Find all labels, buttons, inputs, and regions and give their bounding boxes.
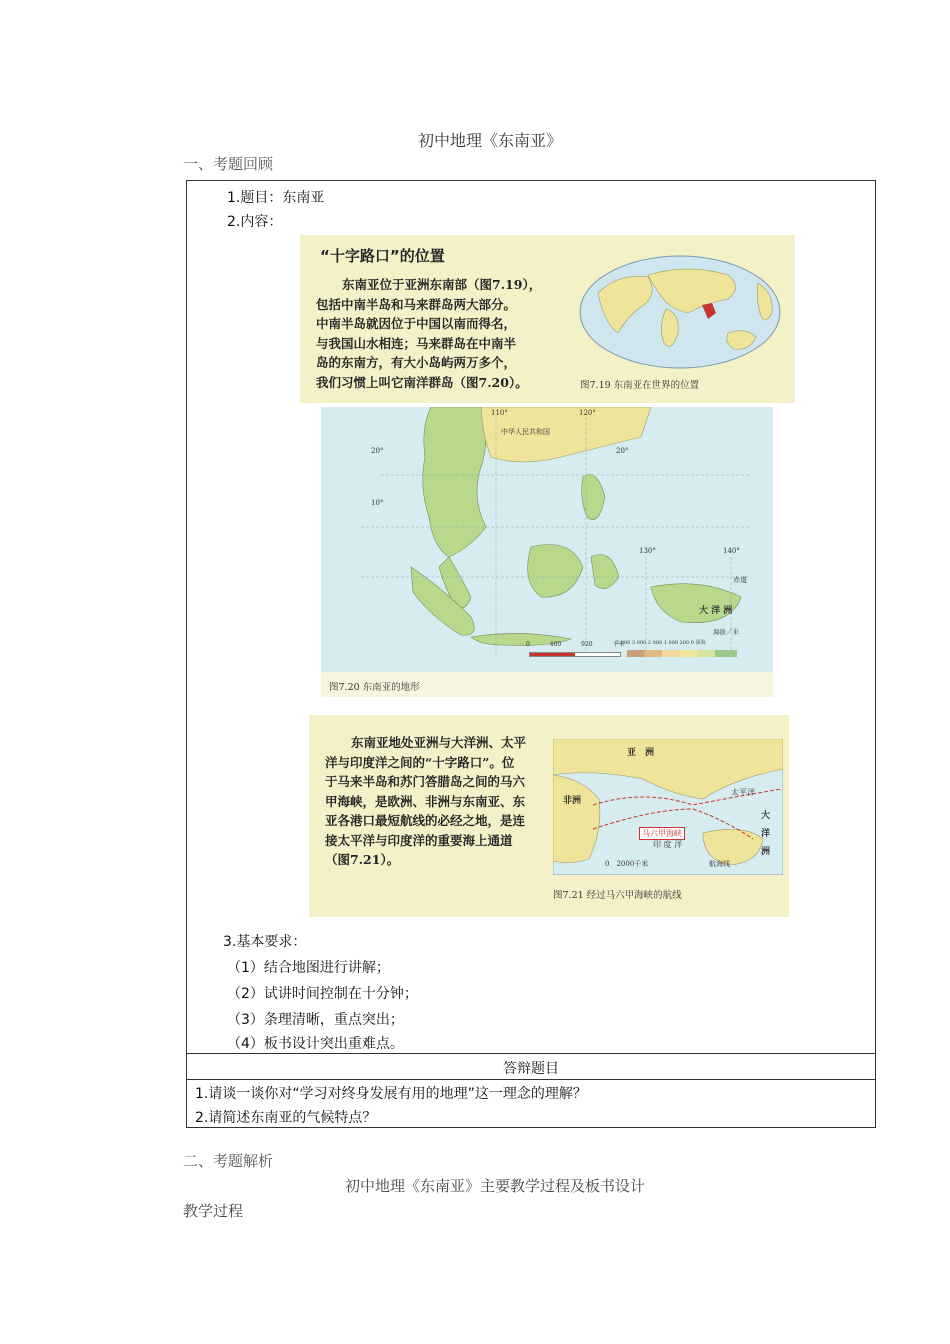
terrain-map-panel [321, 407, 773, 697]
sea-route-map-figure [553, 739, 783, 875]
panel3-line: 接太平洋与印度洋的重要海上通道 [325, 832, 513, 848]
panel1-line: 包括中南半岛和马来群岛两大部分。 [316, 296, 517, 312]
requirement-item: （2）试讲时间控制在十分钟； [227, 986, 418, 1002]
route-label-malacca-strait: 马六甲海峡 [639, 827, 685, 840]
map-label-lat20-east: 20° [616, 447, 629, 455]
panel3-line: 亚各港口最短航线的必经之地，是连 [325, 813, 526, 828]
requirement-item: （3）条理清晰，重点突出； [227, 1012, 404, 1028]
panel3-line: 于马来半岛和苏门答腊岛之间的马六 [325, 774, 526, 789]
map-scale-bar [529, 652, 621, 657]
map-label-lon120: 120° [579, 409, 596, 417]
panel3-line: 东南亚地处亚洲与大洋洲、太平 [351, 735, 527, 750]
question-table [186, 180, 876, 1128]
panel1-line: 东南亚位于亚洲东南部（图7.19）， [342, 277, 542, 292]
figure-719-caption: 图7.19 东南亚在世界的位置 [580, 380, 700, 391]
world-map-figure [578, 253, 783, 371]
route-label-indian-ocean: 印 度 洋 [653, 840, 683, 849]
section-heading-analysis: 二、考题解析 [183, 1152, 274, 1170]
panel3-paragraph [325, 733, 526, 870]
map-elevation-label: 海拔／米 [713, 628, 739, 636]
panel1-line: 中南半岛就因位于中国以南而得名， [316, 316, 517, 331]
map-label-lon110: 110° [491, 409, 508, 417]
analysis-subtitle: 初中地理《东南亚》主要教学过程及板书设计 [344, 1177, 645, 1195]
defense-header: 答辩题目 [503, 1061, 559, 1077]
panel1-line: 我们习惯上叫它南洋群岛（图7.20）。 [316, 374, 528, 390]
panel3-line: 甲海峡，是欧洲、非洲与东南亚、东 [325, 793, 526, 809]
scale-400: 400 [549, 641, 562, 648]
map-label-lat10: 10° [371, 499, 384, 507]
panel1-paragraph [316, 275, 541, 392]
scale-920: 920 千米 [581, 641, 625, 648]
table-divider [187, 1053, 875, 1054]
document-title: 初中地理《东南亚》 [417, 131, 562, 150]
defense-question: 1.请谈一谈你对“学习对终身发展有用的地理”这一理念的理解？ [195, 1086, 587, 1102]
topic-line: 1.题目：东南亚 [227, 190, 325, 206]
textbook-panel-crossroads [309, 715, 789, 917]
route-label-africa: 非洲 [563, 796, 582, 806]
panel3-line: （图7.21）。 [325, 852, 400, 867]
scale-0: 0 [526, 641, 530, 648]
route-scale-label: 0 2000千米 [605, 860, 649, 868]
map-label-equator: 赤道 [733, 576, 747, 584]
route-label-pacific: 太平洋 [731, 788, 755, 797]
panel3-line: 洋与印度洋之间的“十字路口”。位 [325, 754, 515, 770]
requirements-label: 3.基本要求： [223, 934, 307, 950]
map-label-lon130: 130° [639, 547, 656, 555]
textbook-panel-location [300, 235, 795, 403]
panel1-line: 岛的东南方，有大小岛屿两万多个， [316, 355, 517, 370]
map-scale-labels [526, 639, 625, 648]
defense-question: 2.请简述东南亚的气候特点？ [195, 1110, 377, 1126]
requirement-item: （4）板书设计突出重难点。 [227, 1036, 404, 1052]
route-legend-label: 航海线 [709, 860, 730, 868]
route-label-oceania: 大 洋 洲 [761, 811, 771, 857]
requirement-item: （1）结合地图进行讲解； [227, 960, 390, 976]
route-label-asia: 亚 洲 [627, 748, 655, 758]
figure-720-caption: 图7.20 东南亚的地形 [329, 682, 420, 693]
map-label-oceania: 大 洋 洲 [699, 606, 733, 616]
map-elevation-legend [627, 650, 737, 657]
content-label: 2.内容： [227, 214, 283, 230]
teaching-process-label: 教学过程 [183, 1202, 244, 1220]
figure-721-caption: 图7.21 经过马六甲海峡的航线 [553, 890, 682, 901]
map-label-lon140: 140° [723, 547, 740, 555]
section-heading-review: 一、考题回顾 [183, 155, 274, 173]
panel1-line: 与我国山水相连；马来群岛在中南半 [316, 335, 517, 351]
terrain-map-figure [321, 407, 773, 672]
map-label-lat20: 20° [371, 447, 384, 455]
map-elevation-values: 5 000 3 000 2 000 1 000 200 0 深海 [616, 640, 706, 646]
panel-title: “十字路口”的位置 [320, 247, 445, 265]
table-divider [187, 1079, 875, 1080]
map-label-china: 中华人民共和国 [501, 428, 550, 436]
